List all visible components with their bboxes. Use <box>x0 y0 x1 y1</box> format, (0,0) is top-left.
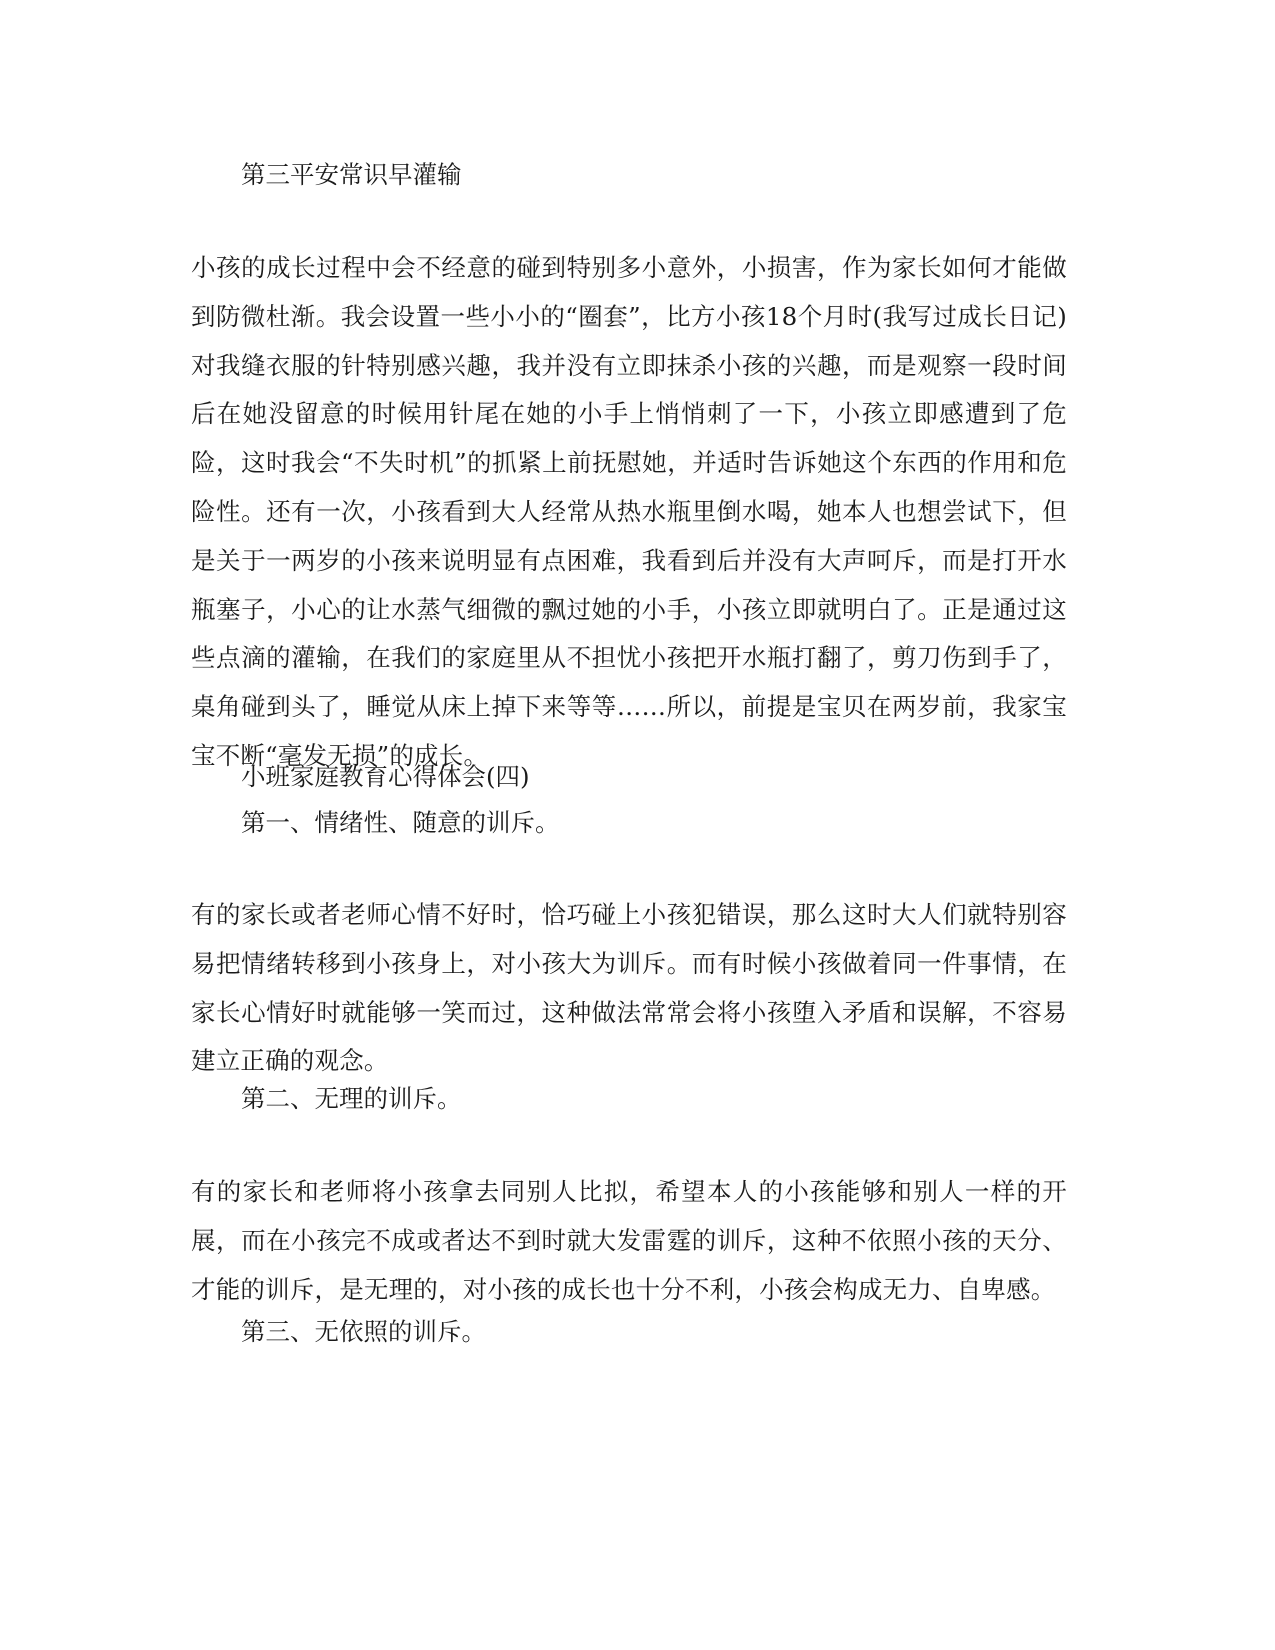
section-title: 小班家庭教育心得体会(四) <box>241 762 530 791</box>
heading-unreasonable-scolding: 第二、无理的训斥。 <box>241 1084 462 1113</box>
paragraph-safety-knowledge: 小孩的成长过程中会不经意的碰到特别多小意外，小损害，作为家长如何才能做到防微杜渐。我会设置一些小小的“圈套”，比方小孩18个月时(我写过成长日记)对我缝衣服的针特别感兴趣，我并没有立即抹杀小孩的兴趣，而是观察一段时间后在她没留意的时候用针尾在她的小手上悄悄刺了一下，小孩立即感遭到了危险，这时我会“不失时机”的抓紧上前抚慰她，并适时告诉她这个东西的作用和危险性。还有一次，小孩看到大人经常从热水瓶里倒水喝，她本人也想尝试下，但是关于一两岁的小孩来说明显有点困难，我看到后并没有大声呵斥，而是打开水瓶塞子，小心的让水蒸气细微的飘过她的小手，小孩立即就明白了。正是通过这些点滴的灌输，在我们的家庭里从不担忧小孩把开水瓶打翻了，剪刀伤到手了，桌角碰到头了，睡觉从床上掉下来等等……所以，前提是宝贝在两岁前，我家宝宝不断“毫发无损”的成长。 <box>191 253 1067 770</box>
heading-emotional-scolding: 第一、情绪性、随意的训斥。 <box>241 808 560 837</box>
paragraph-unreasonable-scolding: 有的家长和老师将小孩拿去同别人比拟，希望本人的小孩能够和别人一样的开展，而在小孩完不成或者达不到时就大发雷霆的训斥，这种不依照小孩的天分、才能的训斥，是无理的，对小孩的成长也十分不利，小孩会构成无力、自卑感。 <box>191 1177 1067 1304</box>
heading-groundless-scolding: 第三、无依照的训斥。 <box>241 1317 486 1346</box>
heading-safety-knowledge: 第三平安常识早灌输 <box>241 160 462 189</box>
paragraph-emotional-scolding: 有的家长或者老师心情不好时，恰巧碰上小孩犯错误，那么这时大人们就特别容易把情绪转移到小孩身上，对小孩大为训斥。而有时候小孩做着同一件事情，在家长心情好时就能够一笑而过，这种做法常常会将小孩堕入矛盾和误解，不容易建立正确的观念。 <box>191 900 1067 1076</box>
